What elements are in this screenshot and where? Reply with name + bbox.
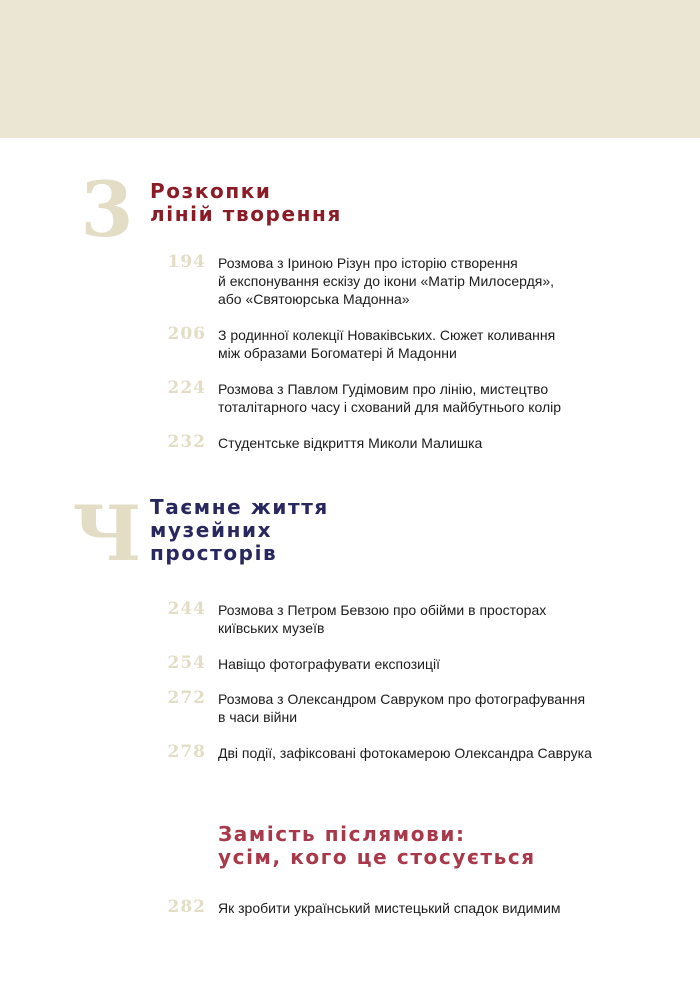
chapter-4-title xyxy=(150,496,329,565)
entry-line: Студентське відкриття Миколи Малишка xyxy=(218,435,483,451)
chapter-3-title xyxy=(150,180,342,226)
entry-line: Розмова з Олександром Савруком про фотографування xyxy=(218,691,586,707)
page-number: 224 xyxy=(167,378,206,398)
entry-title xyxy=(218,690,638,726)
entry-line: З родинної колекції Новаківських. Сюжет коливання xyxy=(218,327,556,343)
entry-title xyxy=(218,655,638,673)
page-number: 206 xyxy=(167,324,206,344)
entry-title xyxy=(218,326,638,362)
chapter-4-title-line: Таємне життя xyxy=(150,495,329,519)
entry-line: Навіщо фотографувати експозиції xyxy=(218,656,440,672)
page-number: 244 xyxy=(167,599,206,619)
entry-title xyxy=(218,380,638,416)
entry-title xyxy=(218,899,638,917)
chapter-4-title-line: музейних xyxy=(150,518,273,542)
page-number: 254 xyxy=(167,653,206,673)
entry-title xyxy=(218,601,638,637)
chapter-3-numeral: 3 xyxy=(80,165,134,254)
entry-title xyxy=(218,254,638,308)
entry-line: Розмова з Петром Бевзою про обійми в просторах xyxy=(218,602,547,618)
entry-line: або «Святоюрська Мадонна» xyxy=(218,291,410,307)
page-number: 272 xyxy=(167,688,206,708)
afterword-title xyxy=(218,823,536,869)
entry-line: Розмова з Павлом Гудімовим про лінію, мистецтво xyxy=(218,381,549,397)
entry-line: тоталітарного часу і схований для майбутнього колір xyxy=(218,399,562,415)
entry-line: Розмова з Іриною Різун про історію створення xyxy=(218,255,518,271)
entry-title xyxy=(218,744,638,762)
top-color-band xyxy=(0,0,700,138)
entry-line: між образами Богоматері й Мадонни xyxy=(218,345,457,361)
afterword-title-line: Замість післямови: xyxy=(218,822,466,846)
entry-line: київських музеїв xyxy=(218,620,325,636)
entry-line: в часи війни xyxy=(218,709,298,725)
entry-line: Як зробити український мистецький спадок видимим xyxy=(218,900,561,916)
chapter-3-title-line: ліній творення xyxy=(150,202,342,226)
chapter-4-title-line: просторів xyxy=(150,541,278,565)
page-number: 232 xyxy=(167,432,206,452)
page-number: 282 xyxy=(167,897,206,917)
entry-line: й експонування ескізу до ікони «Матір Милосердя», xyxy=(218,273,555,289)
afterword-title-line: усім, кого це стосується xyxy=(218,845,536,869)
page-number: 278 xyxy=(167,742,206,762)
page-number: 194 xyxy=(167,252,206,272)
entry-title xyxy=(218,434,638,452)
chapter-3-title-line: Розкопки xyxy=(150,179,272,203)
entry-line: Дві події, зафіксовані фотокамерою Олександра Саврука xyxy=(218,745,592,761)
chapter-4-numeral: Ч xyxy=(72,489,142,578)
